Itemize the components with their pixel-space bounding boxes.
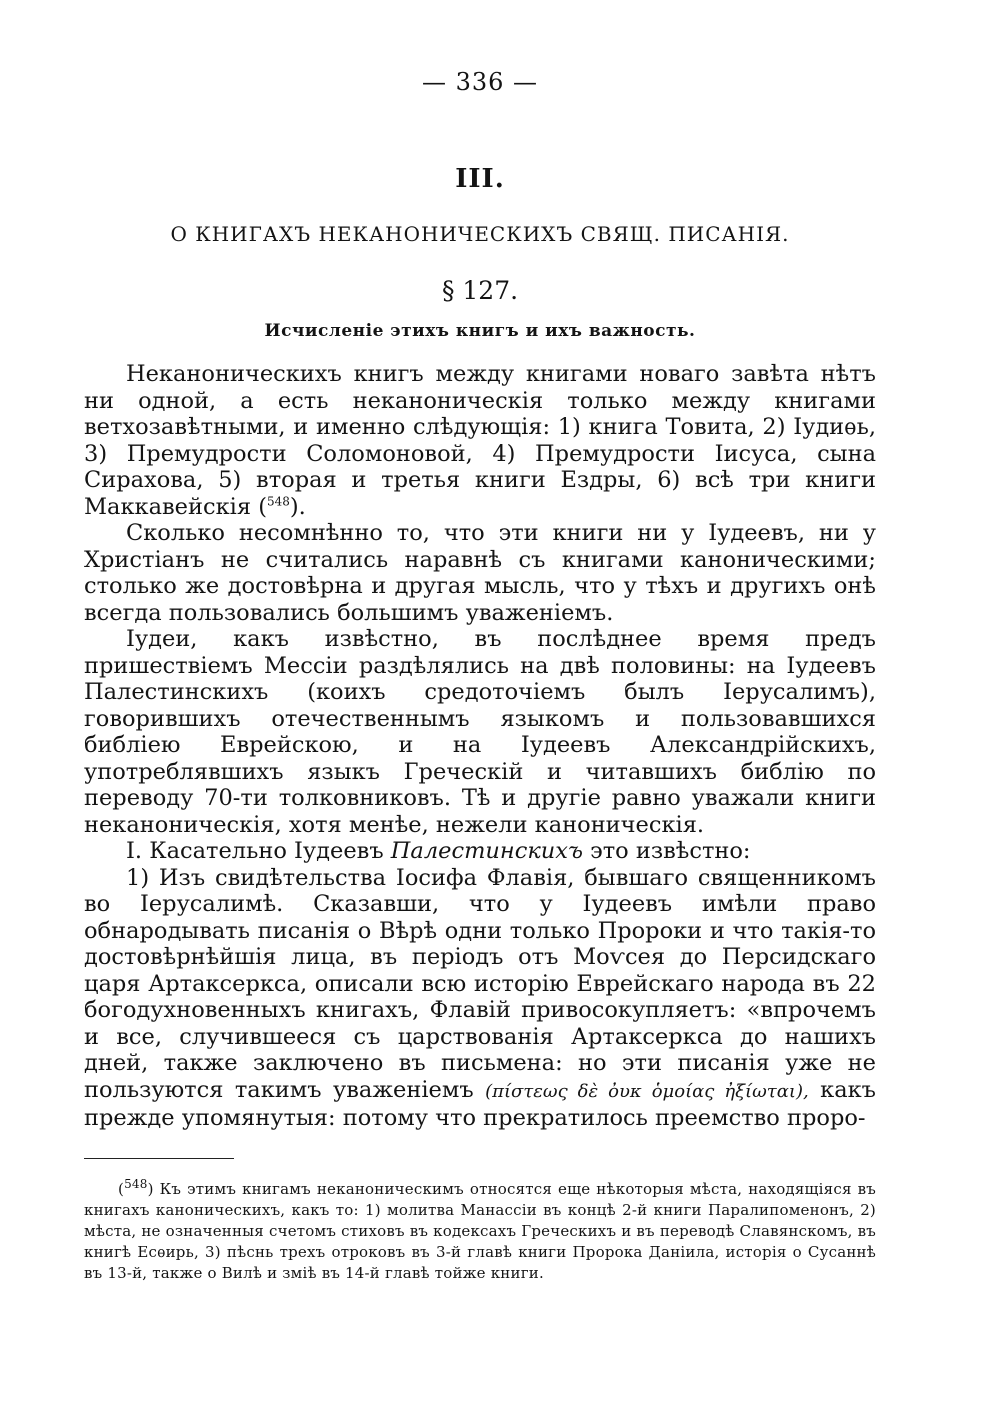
footnote-548: ($^{548}$) Къ этимъ книгамъ неканоническимъ относятся еще нѣкоторыя мѣста, находящіяся въ книгахъ каноническихъ, какъ то: 1) молитва Манассіи въ концѣ 2-й книги Паралипоменонъ, 2) мѣста, не означенныя счетомъ стиховъ въ кодексахъ Греческихъ и въ переводѣ Славянскомъ, въ книгѣ Есѳирь, 3) пѣснь трехъ отроковъ въ 3-й главѣ книги Пророка Даніила, исторія о Сусаннѣ въ 13-й, также о Вилѣ и зміѣ въ 14-й главѣ тойже книги. [84, 1176, 876, 1282]
book-page [84, 60, 876, 1284]
body-text [84, 361, 876, 1132]
part-title: О КНИГАХЪ НЕКАНОНИЧЕСКИХЪ СВЯЩ. ПИСАНІЯ. [170, 222, 790, 246]
paragraph-4-tail: это извѣстно: [590, 838, 751, 864]
paragraph-5-tail: какъ прежде упомянутыя: потому что прекратилось преемство проро- [84, 1076, 876, 1131]
paragraph-1-text: Неканоническихъ книгъ между книгами новаго завѣта нѣтъ ни одной, а есть неканоническія только между книгами ветхозавѣтными, и именно слѣдующія: 1) книга Товита, 2) Іудиѳь, 3) Премудрости Соломоновой, 4) Премудрости Іисуса, сына Сирахова, 5) вторая и третья книги Ездры, 6) всѣ три книги Маккавейскія [84, 361, 876, 520]
paragraph-2: Сколько несомнѣнно то, что эти книги ни у Іудеевъ, ни у Христіанъ не считались наравнѣ съ книгами каноническими; столько же достовѣрна и другая мысль, что у тѣхъ и другихъ онѣ всегда пользовались большимъ уваженіемъ. [84, 520, 876, 626]
paragraph-1 [84, 361, 876, 520]
footnote-ref-open: ( [258, 493, 267, 520]
section-title: Исчисленіе этихъ книгъ и ихъ важность. [264, 321, 696, 341]
footnote-divider [84, 1158, 234, 1159]
section-number: § 127. [441, 276, 519, 305]
part-heading: III. [455, 164, 505, 194]
paragraph-4-lead: I. Касательно Іудеевъ [126, 838, 384, 864]
footnote-text: Къ этимъ книгамъ неканоническимъ относятся еще нѣкоторыя мѣста, находящіяся въ книгахъ каноническихъ, какъ то: 1) молитва Манассіи въ концѣ 2-й книги Паралипоменонъ, 2) мѣста, не означенныя счетомъ стиховъ въ кодексахъ Греческихъ и въ переводѣ Славянскомъ, въ книгѣ Есѳирь, 3) пѣснь трехъ отроковъ въ 3-й главѣ книги Пророка Даніила, исторія о Сусаннѣ въ 13-й, также о Вилѣ и зміѣ въ 14-й главѣ тойже книги. [84, 1179, 876, 1282]
paragraph-3: Іудеи, какъ извѣстно, въ послѣднее время предъ пришествіемъ Мессіи раздѣлялись на двѣ половины: на Іудеевъ Палестинскихъ (коихъ средоточіемъ былъ Іерусалимъ), говорившихъ отечественнымъ языкомъ и пользовавшихся библіею Еврейскою, и на Іудеевъ Александрійскихъ, употреблявшихъ языкъ Греческій и читавшихъ библію по переводу 70-ти толковниковъ. Тѣ и другіе равно уважали книги неканоническія, хотя менѣе, нежели каноническія. [84, 626, 876, 838]
paragraph-4-emphasis: Палестинскихъ [390, 838, 583, 864]
paragraph-5-text: 1) Изъ свидѣтельства Іосифа Флавія, бывшаго священникомъ во Іерусалимѣ. Сказавши, что у Іудеевъ имѣли право обнародывать писанія о Вѣрѣ одни только Пророки и что такія-то достовѣрнѣйшія лица, въ періодъ отъ Моѵсея до Персидскаго царя Артаксеркса, описали всю исторію Еврейскаго народа въ 22 богодухновенныхъ книгахъ, Флавій привосокупляетъ: «впрочемъ и все, случившееся съ царствованія Артаксеркса до нашихъ дней, также заключено въ письмена: но эти писанія уже не пользуются такимъ уваженіемъ [84, 864, 876, 1103]
greek-quote: (πίστεως δὲ ὀυκ ὁμοίας ἠξίωται), [485, 1080, 809, 1102]
paragraph-5 [84, 865, 876, 1132]
footnote-ref-close: ). [289, 493, 306, 520]
paragraph-4 [84, 838, 876, 865]
footnote-mark: 548 [124, 1176, 148, 1191]
footnote-ref-548: 548 [266, 494, 290, 508]
page-number: — 336 — [421, 68, 539, 96]
